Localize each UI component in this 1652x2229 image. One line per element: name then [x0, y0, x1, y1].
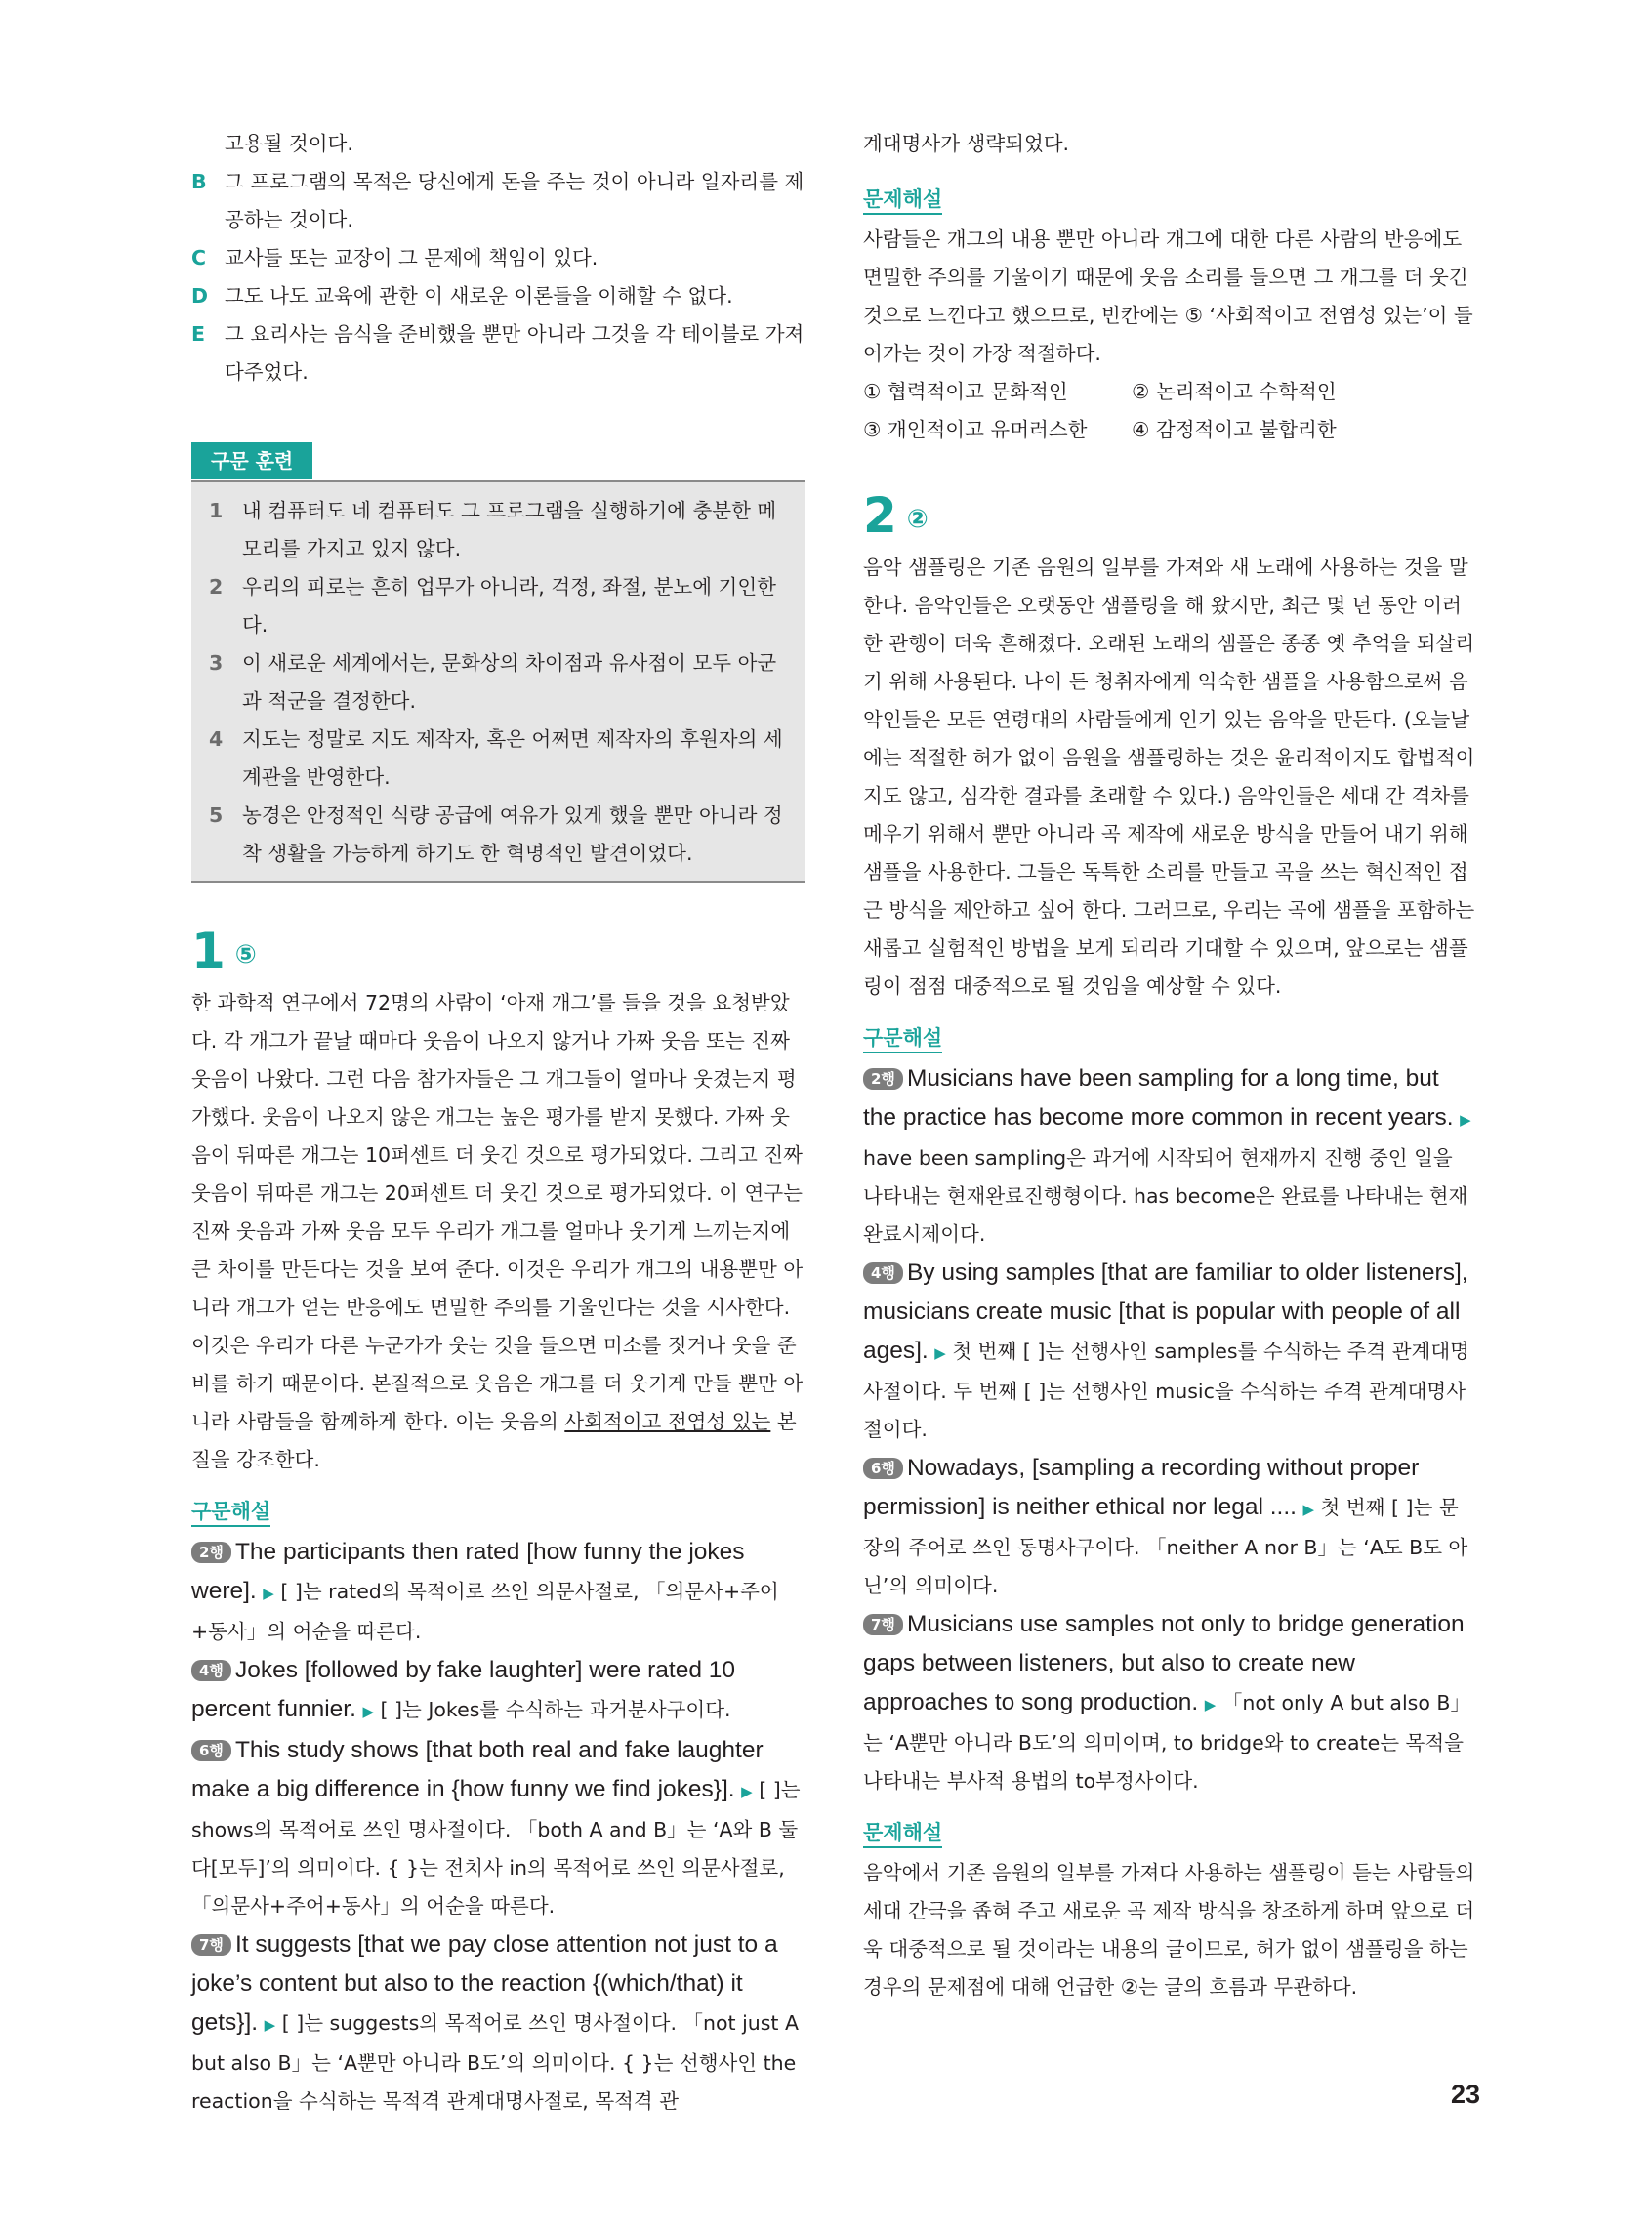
- syntax-label: 구문해설: [191, 1498, 270, 1527]
- question-2-translation: 음악 샘플링은 기존 음원의 일부를 가져와 새 노래에 사용하는 것을 말한다. 음악인들은 오랫동안 샘플링을 해 왔지만, 최근 몇 년 동안 이러한 관행이 더욱 흔해졌다. 오래된 노래의 샘플은 종종 옛 추억을 되살리기 위해 사용된다. 나이 든 청취자에게 익숙한 샘플을 사용함으로써 음악인들은 모든 연령대의 사람들에게 인기 있는 음악을 만든다. (오늘날에는 적절한 허가 없이 음원을 샘플링하는 것은 윤리적이지도 합법적이지도 않고, 심각한 결과를 초래할 수 있다.) 음악인들은 세대 간 격차를 메우기 위해서 뿐만 아니라 곡 제작에 새로운 방식을 만들어 내기 위해 샘플을 사용한다. 그들은 독특한 소리를 만들고 곡을 쓰는 혁신적인 접근 방식을 제안하고 싶어 한다. 그러므로, 우리는 곡에 샘플을 포함하는 새롭고 실험적인 방법을 보게 되리라 기대할 수 있으며, 앞으로는 샘플링이 점점 대중적으로 될 것임을 예상할 수 있다.: [863, 555, 1475, 998]
- box-item: 4 지도는 정말로 지도 제작자, 혹은 어쩌면 제작자의 후원자의 세계관을 반영한다.: [209, 727, 783, 789]
- arrow-icon: ▶: [362, 1702, 374, 1720]
- continued-line: 계대명사가 생략되었다.: [863, 132, 1070, 155]
- intro-line: 고용될 것이다.: [225, 132, 353, 155]
- line-badge: 6행: [191, 1740, 231, 1761]
- line-badge: 7행: [191, 1934, 231, 1956]
- arrow-icon: ▶: [934, 1343, 946, 1362]
- right-column: [863, 125, 1476, 2006]
- arrow-icon: ▶: [741, 1782, 753, 1800]
- box-title: 구문 훈련: [191, 442, 312, 479]
- letter-item: C 교사들 또는 교장이 그 문제에 책임이 있다.: [191, 246, 599, 269]
- box-item: 3 이 새로운 세계에서는, 문화상의 차이점과 유사점이 모두 아군과 적군을 결정한다.: [209, 651, 777, 713]
- option: ④ 감정적이고 불합리한: [1132, 418, 1337, 441]
- option: ② 논리적이고 수학적인: [1132, 380, 1337, 403]
- answer-options: [863, 373, 1476, 449]
- question-2-heading: 2 ②: [863, 487, 929, 544]
- syntax-note: 4행 Jokes [followed by fake laughter] were rated 10 percent funnier. ▶ [ ]는 Jokes를 수식하는 과거분사구이다.: [191, 1656, 736, 1722]
- letter-item: D 그도 나도 교육에 관한 이 새로운 이론들을 이해할 수 없다.: [191, 284, 733, 308]
- box-body: [191, 480, 805, 883]
- syntax-note: 6행 This study shows [that both real and fake laughter make a big difference in {how funny we find jokes}]. ▶ [ ]는 shows의 목적어로 쓰인 명사절이다. 「both A and B」는 ‘A와 B 둘 다[모두]’의 의미이다. { }는 전치사 in의 목적어로 쓰인 의문사절로, 「의문사+주어+동사」의 어순을 따른다.: [191, 1736, 801, 1918]
- line-badge: 6행: [863, 1458, 903, 1479]
- solution-label: 문제해설: [863, 186, 942, 215]
- underlined-phrase: 사회적이고 전염성 있는: [564, 1409, 771, 1433]
- syntax-note: 7행 Musicians use samples not only to bridge generation gaps between listeners, but also to create new approaches to song production. ▶ 「not only A but also B」는 ‘A뿐만 아니라 B도’의 의미이며, to bridge와 to create는 목적을 나타내는 부사적 용법의 to부정사이다.: [863, 1610, 1470, 1793]
- box-item: 5 농경은 안정적인 식량 공급에 여유가 있게 했을 뿐만 아니라 정착 생활을 가능하게 하기도 한 혁명적인 발견이었다.: [209, 804, 783, 865]
- answer-marker: ⑤: [234, 939, 257, 970]
- arrow-icon: ▶: [264, 2015, 276, 2034]
- line-badge: 4행: [191, 1660, 231, 1681]
- line-badge: 7행: [863, 1614, 903, 1635]
- box-item: 1 내 컴퓨터도 네 컴퓨터도 그 프로그램을 실행하기에 충분한 메모리를 가지고 있지 않다.: [209, 499, 777, 560]
- option: ③ 개인적이고 유머러스한: [863, 418, 1088, 441]
- option: ① 협력적이고 문화적인: [863, 380, 1068, 403]
- syntax-note: 7행 It suggests [that we pay close attention not just to a joke’s content but also to the reaction {(which/that) it gets}]. ▶ [ ]는 suggests의 목적어로 쓰인 명사절이다. 「not just A but also B」는 ‘A뿐만 아니라 B도’의 의미이다. { }는 선행사인 the reaction을 수식하는 목적격 관계대명사절로, 목적격 관: [191, 1930, 800, 2113]
- solution-label: 문제해설: [863, 1819, 942, 1848]
- letter-item: B 그 프로그램의 목적은 당신에게 돈을 주는 것이 아니라 일자리를 제공하는 것이다.: [191, 170, 805, 231]
- arrow-icon: ▶: [263, 1584, 274, 1602]
- question-1-translation: 한 과학적 연구에서 72명의 사람이 ‘아재 개그’를 들을 것을 요청받았다. 각 개그가 끝날 때마다 웃음이 나오지 않거나 가짜 웃음 또는 진짜 웃음이 나왔다. 그런 다음 참가자들은 그 개그들이 얼마나 웃겼는지 평가했다. 웃음이 나오지 않은 개그는 높은 평가를 받지 못했다. 가짜 웃음이 뒤따른 개그는 10퍼센트 더 웃긴 것으로 평가되었다. 그리고 진짜 웃음이 뒤따른 개그는 20퍼센트 더 웃긴 것으로 평가되었다. 이 연구는 진짜 웃음과 가짜 웃음 모두 우리가 개그를 얼마나 웃기게 느끼는지에 큰 차이를 만든다는 것을 보여 준다. 이것은 우리가 개그의 내용뿐만 아니라 개그가 얻는 반응에도 면밀한 주의를 기울인다는 것을 시사한다. 이것은 우리가 다른 누군가가 웃는 것을 들으면 미소를 짓거나 웃을 준비를 하기 때문이다. 본질적으로 웃음은 개그를 더 웃기게 만들 뿐만 아니라 사람들을 함께하게 한다. 이는 웃음의 사회적이고 전염성 있는 본질을 강조한다.: [191, 990, 804, 1471]
- letter-item: E 그 요리사는 음식을 준비했을 뿐만 아니라 그것을 각 테이블로 가져다주었다.: [191, 322, 805, 384]
- letter-list: [191, 163, 805, 392]
- syntax-note: 2행 The participants then rated [how funny the jokes were]. ▶ [ ]는 rated의 목적어로 쓰인 의문사절로, 「의문사+주어+동사」의 어순을 따른다.: [191, 1538, 779, 1643]
- line-badge: 2행: [191, 1542, 231, 1563]
- syntax-note: 4행 By using samples [that are familiar to older listeners], musicians create music [that is popular with people of all ages]. ▶ 첫 번째 [ ]는 선행사인 samples를 수식하는 주격 관계대명사절이다. 두 번째 [ ]는 선행사인 music을 수식하는 주격 관계대명사절이다.: [863, 1259, 1469, 1441]
- line-badge: 4행: [863, 1262, 903, 1284]
- answer-marker: ②: [906, 504, 929, 534]
- question-1-heading: 1 ⑤: [191, 923, 257, 979]
- syntax-label: 구문해설: [863, 1024, 942, 1053]
- syntax-training-box: [191, 442, 805, 883]
- syntax-note: 6행 Nowadays, [sampling a recording without proper permission] is neither ethical nor legal .... ▶ 첫 번째 [ ]는 문장의 주어로 쓰인 동명사구이다. 「neither A nor B」는 ‘A도 B도 아닌’의 의미이다.: [863, 1454, 1468, 1597]
- box-item: 2 우리의 피로는 흔히 업무가 아니라, 걱정, 좌절, 분노에 기인한다.: [209, 575, 776, 637]
- solution-1-text: 사람들은 개그의 내용 뿐만 아니라 개그에 대한 다른 사람의 반응에도 면밀한 주의를 기울이기 때문에 웃음 소리를 들으면 그 개그를 더 웃긴 것으로 느낀다고 했으므로, 빈칸에는 ⑤ ‘사회적이고 전염성 있는’이 들어가는 것이 가장 적절하다.: [863, 227, 1473, 365]
- page-number: 23: [1450, 2080, 1480, 2109]
- line-badge: 2행: [863, 1068, 903, 1090]
- syntax-note: 2행 Musicians have been sampling for a long time, but the practice has become more common in recent years. ▶ have been sampling은 과거에 시작되어 현재까지 진행 중인 일을 나타내는 현재완료진행형이다. has become은 완료를 나타내는 현재완료시제이다.: [863, 1064, 1471, 1246]
- solution-2-text: 음악에서 기존 음원의 일부를 가져다 사용하는 샘플링이 듣는 사람들의 세대 간극을 좁혀 주고 새로운 곡 제작 방식을 창조하게 하며 앞으로 더욱 대중적으로 될 것이라는 내용의 글이므로, 허가 없이 샘플링을 하는 경우의 문제점에 대해 언급한 ②는 글의 흐름과 무관하다.: [863, 1860, 1475, 1999]
- arrow-icon: ▶: [1460, 1110, 1471, 1129]
- arrow-icon: ▶: [1302, 1500, 1315, 1518]
- left-column: [191, 125, 805, 2121]
- arrow-icon: ▶: [1204, 1695, 1217, 1713]
